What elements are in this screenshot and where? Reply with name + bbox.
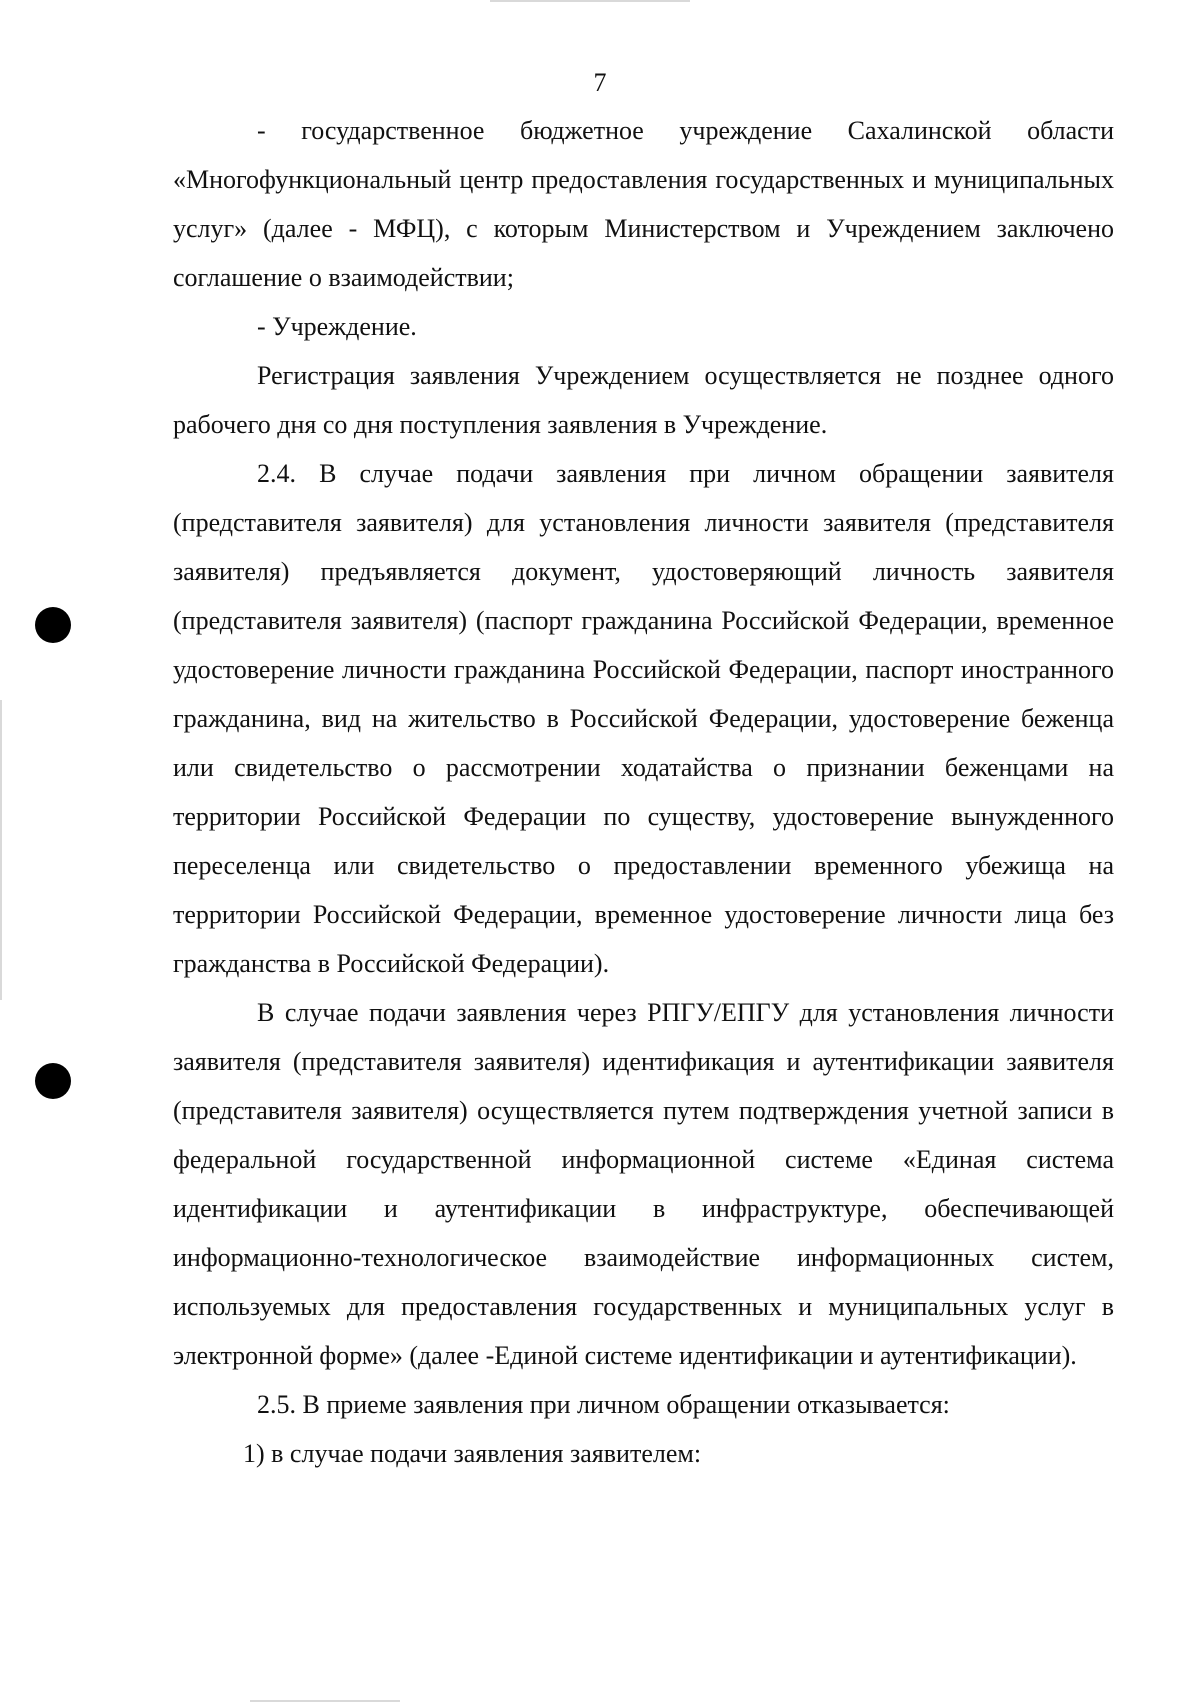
paragraph-mfc: - государственное бюджетное учреждение Сахалинской области «Многофункциональный центр предоставления государственных и муниципальных услуг» (далее - МФЦ), с которым Министерством и Учреждением заключено соглашение о взаимодействии; — [173, 116, 1114, 292]
punch-hole-top — [35, 607, 71, 643]
punch-hole-bottom — [35, 1063, 71, 1099]
scan-edge-top — [490, 0, 690, 2]
paragraph-item-1: 1) в случае подачи заявления заявителем: — [243, 1439, 702, 1468]
paragraph-rpgu-epgu: В случае подачи заявления через РПГУ/ЕПГУ для установления личности заявителя (представителя заявителя) идентификация и аутентификации заявителя (представителя заявителя) осуществляется путем подтверждения учетной записи в федеральной государственной информационной системе «Единая система идентификации и аутентификации в инфраструктуре, обеспечивающей информационно-технологическое взаимодействие информационных систем, используемых для предоставления государственных и муниципальных услуг в электронной форме» (далее -Единой системе идентификации и аутентификации). — [173, 998, 1114, 1370]
paragraph-2-4: 2.4. В случае подачи заявления при личном обращении заявителя (представителя заявителя) для установления личности заявителя (представителя заявителя) предъявляется документ, удостоверяющий личность заявителя (представителя заявителя) (паспорт гражданина Российской Федерации, временное удостоверение личности гражданина Российской Федерации, паспорт иностранного гражданина, вид на жительство в Российской Федерации, удостоверение беженца или свидетельство о рассмотрении ходатайства о признании беженцами на территории Российской Федерации по существу, удостоверение вынужденного переселенца или свидетельство о предоставлении временного убежища на территории Российской Федерации, временное удостоверение личности лица без гражданства в Российской Федерации). — [173, 459, 1114, 978]
document-body — [173, 106, 1114, 1478]
paragraph-2-5: 2.5. В приеме заявления при личном обращении отказывается: — [257, 1390, 950, 1419]
page-number: 7 — [593, 68, 607, 97]
scan-edge-left — [0, 700, 2, 1000]
paragraph-registration: Регистрация заявления Учреждением осуществляется не позднее одного рабочего дня со дня поступления заявления в Учреждение. — [173, 361, 1114, 439]
paragraph-institution: - Учреждение. — [257, 312, 417, 341]
